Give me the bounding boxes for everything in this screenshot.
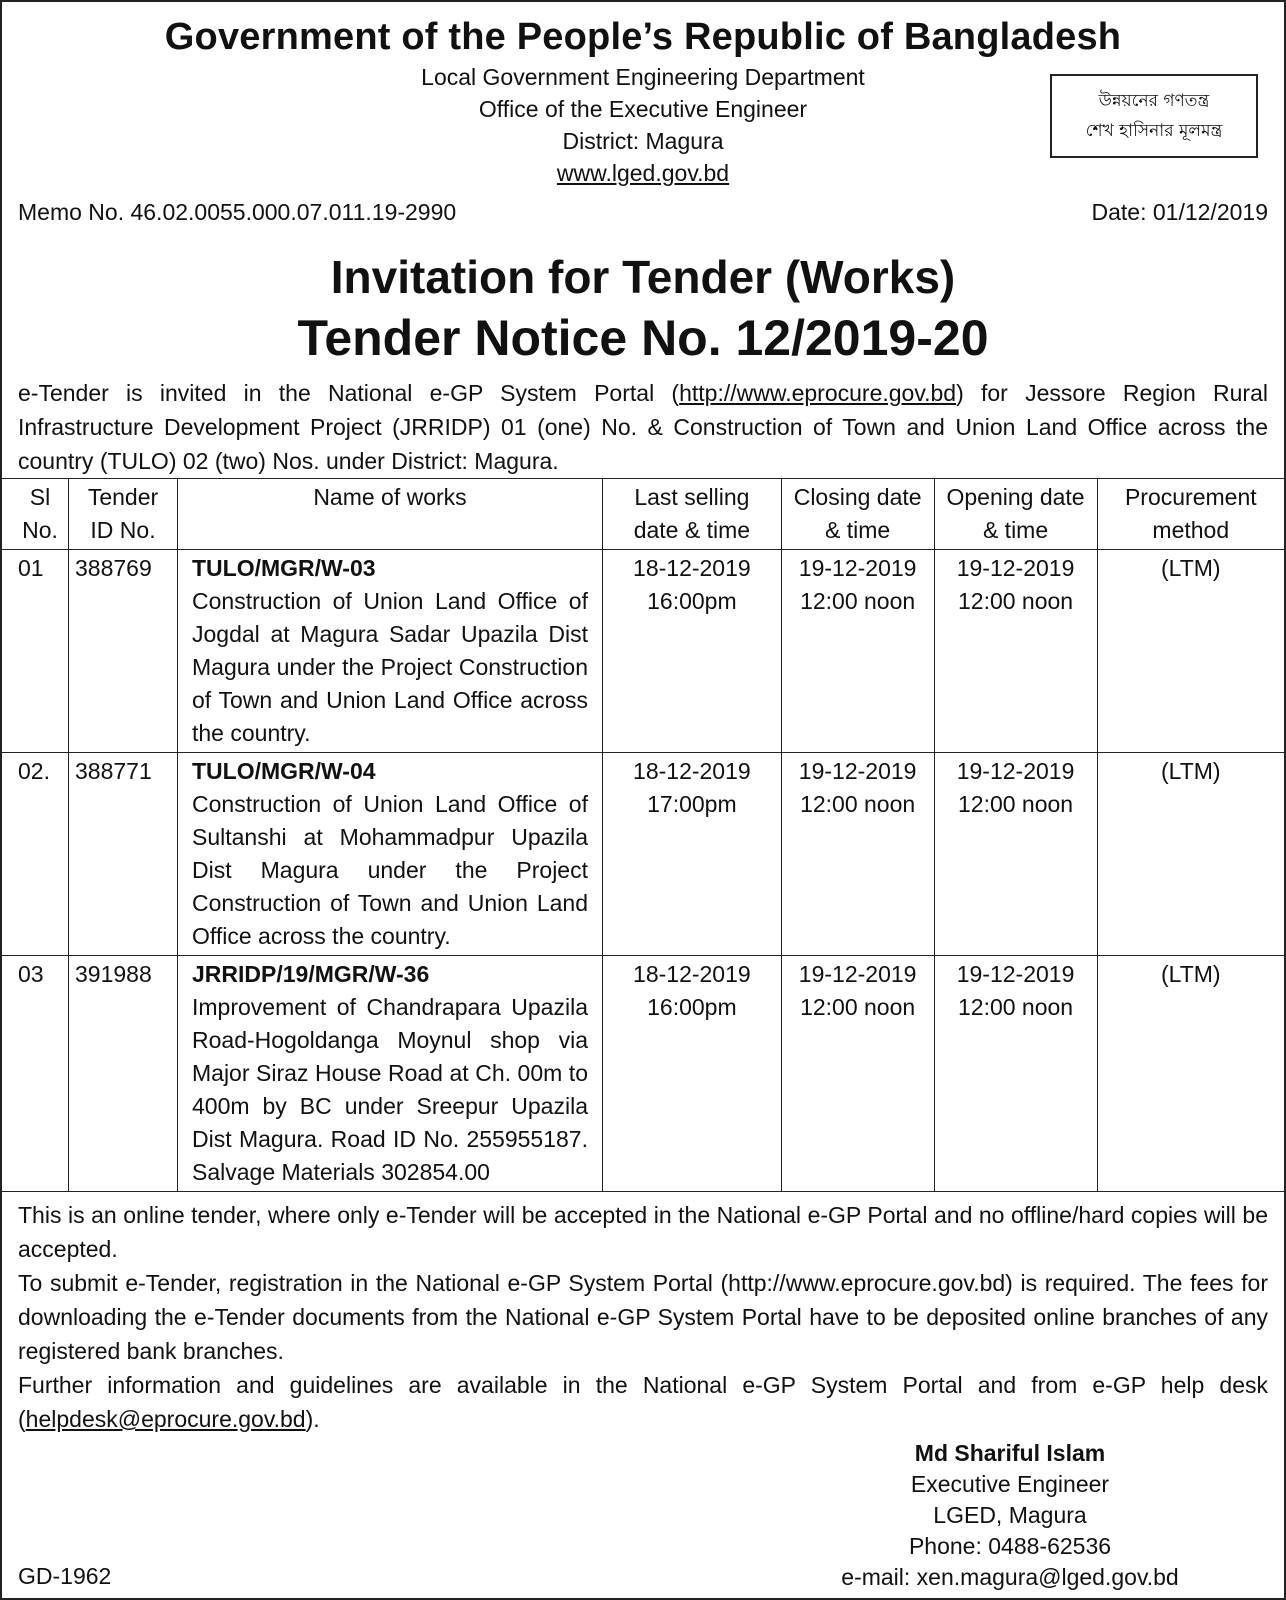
row-last-selling: [603, 956, 782, 1192]
intro-text-start: e-Tender is invited in the National e-GP System Portal (: [18, 380, 680, 406]
last-selling-time: 17:00pm: [647, 791, 737, 817]
intro-paragraph: [18, 376, 1268, 478]
header-name-of-works: Name of works: [178, 479, 603, 550]
memo-date: Date: 01/12/2019: [1091, 199, 1268, 225]
memo-number: Memo No. 46.02.0055.000.07.011.19-2990: [18, 199, 457, 225]
opening-date: 19-12-2019: [956, 758, 1075, 784]
header-last-selling: Last selling date & time: [603, 479, 782, 550]
department-name: Local Government Engineering Department: [421, 64, 865, 90]
note-online-only: This is an online tender, where only e-Tender will be accepted in the National e-GP Portal and no offline/hard copies will be accepted.: [18, 1202, 1268, 1262]
last-selling-date: 18-12-2019: [633, 555, 751, 581]
note-further-info: [18, 1368, 1268, 1436]
last-selling-time: 16:00pm: [647, 994, 737, 1020]
district-name: District: Magura: [562, 128, 724, 154]
slogan-line-1: উন্নয়নের গণতন্ত্র: [1098, 91, 1210, 111]
row-tender-id: 388769: [69, 550, 178, 753]
notice-number: Tender Notice No. 12/2019-20: [297, 310, 989, 366]
row-sl: 03: [2, 956, 69, 1192]
closing-time: 12:00 noon: [800, 994, 916, 1020]
opening-date: 19-12-2019: [956, 555, 1075, 581]
header-closing: Closing date & time: [781, 479, 934, 550]
row-name-of-works: [178, 550, 603, 753]
government-title: Government of the People’s Republic of Bangladesh: [164, 16, 1122, 58]
signatory-designation: Executive Engineer: [910, 1471, 1110, 1497]
closing-date: 19-12-2019: [798, 961, 917, 987]
work-code: TULO/MGR/W-04: [192, 758, 376, 784]
last-selling-time: 16:00pm: [647, 588, 737, 614]
row-name-of-works: [178, 753, 603, 956]
header-tender-id: Tender ID No.: [69, 479, 178, 550]
tender-table: [2, 478, 1284, 1192]
office-name: Office of the Executive Engineer: [478, 96, 808, 122]
header-procurement-method: Procurement method: [1097, 479, 1284, 550]
table-row: [2, 753, 1284, 956]
opening-time: 12:00 noon: [957, 791, 1074, 817]
row-procurement-method: (LTM): [1097, 753, 1284, 956]
table-row: [2, 550, 1284, 753]
signatory-email: e-mail: xen.magura@lged.gov.bd: [841, 1564, 1179, 1590]
gd-code: GD-1962: [18, 1563, 112, 1589]
table-row: [2, 956, 1284, 1192]
signature-block: [736, 1438, 1284, 1593]
notes-section: [18, 1198, 1268, 1436]
opening-time: 12:00 noon: [957, 588, 1074, 614]
row-sl: 02.: [2, 753, 69, 956]
helpdesk-email-link[interactable]: helpdesk@eprocure.gov.bd: [25, 1406, 306, 1432]
row-closing: [781, 550, 934, 753]
row-procurement-method: (LTM): [1097, 550, 1284, 753]
row-last-selling: [603, 550, 782, 753]
note-further-info-text: Further information and guidelines are available in the National e-GP System Portal and from e-GP help desk (: [18, 1372, 1268, 1432]
slogan-line-2: শেখ হাসিনার মূলমন্ত্র: [1085, 121, 1223, 141]
row-sl: 01: [2, 550, 69, 753]
work-code: TULO/MGR/W-03: [192, 555, 376, 581]
header-opening: Opening date & time: [934, 479, 1097, 550]
intro-text-end: ) for Jessore Region Rural Infrastructure Development Project (JRRIDP) 01 (one) No. & Construction of Town and Union Land Office across the country (TULO) 02 (two) Nos. under District: Magura.: [18, 380, 1268, 474]
row-tender-id: 391988: [69, 956, 178, 1192]
work-description: Construction of Union Land Office of Sultanshi at Mohammadpur Upazila Dist Magura under the Project Construction of Town and Union Land Office across the country.: [192, 791, 588, 949]
opening-time: 12:00 noon: [957, 994, 1074, 1020]
signatory-office: LGED, Magura: [933, 1502, 1087, 1528]
signatory-phone: Phone: 0488-62536: [908, 1533, 1112, 1559]
note-registration: To submit e-Tender, registration in the National e-GP System Portal (http://www.eprocure.gov.bd) is required. The fees for downloading the e-Tender documents from the National e-GP System Portal have to be deposited online branches of any registered bank branches.: [18, 1270, 1268, 1364]
closing-date: 19-12-2019: [798, 555, 917, 581]
row-closing: [781, 956, 934, 1192]
header-sl: Sl No.: [2, 479, 69, 550]
opening-date: 19-12-2019: [956, 961, 1075, 987]
row-name-of-works: [178, 956, 603, 1192]
work-code: JRRIDP/19/MGR/W-36: [192, 961, 430, 987]
row-opening: [934, 753, 1097, 956]
row-tender-id: 388771: [69, 753, 178, 956]
last-selling-date: 18-12-2019: [633, 961, 751, 987]
row-opening: [934, 550, 1097, 753]
closing-time: 12:00 noon: [800, 588, 916, 614]
slogan-box: [1050, 74, 1258, 158]
eprocure-link[interactable]: http://www.eprocure.gov.bd: [679, 380, 957, 406]
last-selling-date: 18-12-2019: [633, 758, 751, 784]
closing-date: 19-12-2019: [798, 758, 917, 784]
work-description: Improvement of Chandrapara Upazila Road-Hogoldanga Moynul shop via Major Siraz House Road at Ch. 00m to 400m by BC under Sreepur Upazila Dist Magura. Road ID No. 255955187. Salvage Materials 302854.00: [192, 994, 588, 1185]
row-opening: [934, 956, 1097, 1192]
memo-row: [18, 199, 1268, 226]
row-closing: [781, 753, 934, 956]
row-procurement-method: (LTM): [1097, 956, 1284, 1192]
table-header-row: [2, 479, 1284, 550]
notice-heading: Invitation for Tender (Works): [330, 251, 956, 303]
website-link[interactable]: www.lged.gov.bd: [556, 160, 730, 186]
row-last-selling: [603, 753, 782, 956]
work-description: Construction of Union Land Office of Jogdal at Magura Sadar Upazila Dist Magura under the Project Construction of Town and Union Land Office across the country.: [192, 588, 588, 746]
signatory-name: Md Shariful Islam: [914, 1440, 1106, 1466]
note-further-info-end: ).: [305, 1406, 320, 1432]
closing-time: 12:00 noon: [800, 791, 916, 817]
